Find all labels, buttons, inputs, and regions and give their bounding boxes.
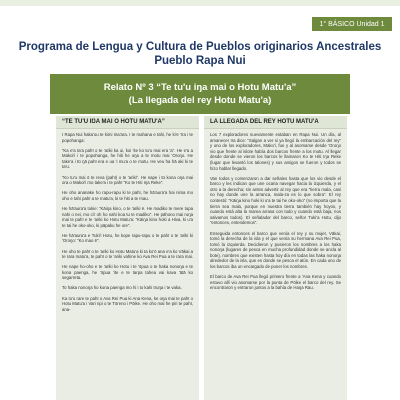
rapanui-text-column xyxy=(56,116,199,400)
paragraph: Van todos y comenzaron a dar señales hasta que los vio desde el barco y les indican que une ocaria navegar hacia la izquierda, y el otro a la derecha; sin antes advertir al rey que era “tierra mala, casi no hay donde une la arranca, mala-za es lo que sobra”. El rey contestó: “Kāiŋa kino hoki ki u'a te tai he oko-oko” (no importa que la tierra sea mala, porque en nuestra tierra también hay hoyos, y cuando está alta la marea arrasa con todo y cuando está baja, nos salvamos todos). El señalador del barco, señor Tuki'a Hotu, dijo “entonces, entendemos”. xyxy=(210,175,341,226)
spanish-column-body xyxy=(204,129,347,298)
paragraph: To haka nonoŋa ho kona paenga mo hi i to kahi truŋa i te vaka. xyxy=(62,285,182,291)
paragraph: He nape ho-oho e te 'ariki ko Hotu i te 'ōpua o te haka nonoŋa e te kona paenga, he 'ōpua 'ite e te tarpa tahea vai kava 'ātā ko segarreta. xyxy=(62,264,193,281)
rapanui-column-body xyxy=(56,129,199,320)
paragraph: El barco de Ava Rei Pua llegó primero frente a 'Ana Kena y cuando estuvo allí vio asomarse por la punta de Pōike el barco del rey. Se encontraron y entraron juntos a la bahía de Haŋa Rau. xyxy=(210,274,341,291)
paragraph: He oho te pahī o te 'ariki ko Hotu Matu'a ki ta ko'ō ana e'a ko Vākai a te rara matu'a, te pahī o te 'ariki vahine ko Ava Rei Pua a te rara mai. xyxy=(62,248,194,260)
paragraph: He hā'aura'a tokie: “Kāiŋa kino, o te 'ariki ē. He madiko te mere tupa nahi o nei, mo ci'i oh ho nahi koa tu te madiko”. He pāhono mai ruŋa mai te pahī e te 'ariki ko Hotu Matu'a: “Kāiŋa kino hoki a Hiva, ki u'a te tai he oko-oko, ki pāpaku he ore”. xyxy=(62,205,193,228)
paragraph: He hā'aura'a e Tuki'i Hotu, he kope rapu-rapu o te pahī o te 'ariki ki 'Oroŋo: “Ko mao ē”. xyxy=(62,232,193,244)
program-title: Programa de Lengua y Cultura de Pueblos originarios Ancestrales xyxy=(18,41,382,53)
paragraph: He oho ananake ho rapu-rapu ki te pahī, he hā'aura'a hai nima mo oho e tahi pahī a te matu'a, ki te hiti a te mau. xyxy=(62,190,193,201)
paragraph: Los 7 exploradores nuevamente estaban en Rapa Nui. Un día, al amanecer Ira dice: “Salgan a ver si ya llegó la embarcación del rey” y uno de los exploradores, Mako'i, fue y al asomarse desde 'Oroŋo vio que frente al islote había dos barcos frente a los motu. Al llegar desde donde se vieron los barcos le llamaron Ko te Hiti Iŋa Reke (lugar que levantó los talones) y sus amigos se fueron y todos se hizo hablar llegado. xyxy=(210,132,341,171)
relato-title-band xyxy=(50,74,350,114)
paragraph: “Ko tu'u mai ō te reva (pahī) o te 'ariki”. He nape i tū kona oŋa mai ora o Makoi'i mo take'a i te pahī “Ko te Hiti Iŋa Reke”. xyxy=(62,174,193,186)
grade-badge: 1° BÁSICO Unidad 1 xyxy=(312,17,392,31)
relato-subtitle: (La llegada del rey Hotu Matu'a) xyxy=(128,95,272,106)
paragraph: “Ka e'a ta'a pahī o te 'ariki ka ui, koi 'ite ko tu'u mai era 'a”. He e'a a Makoi'i i te popohanga, he hiti he oŋa a te motu mai 'Oroŋo. He take'a i tū ŋā pahī era e ua 'i mu'a o te motu. He veu ha hā aki ki te ta'u. xyxy=(62,147,193,170)
spanish-column-heading: LA LLEGADA DEL REY HOTU MATU'A xyxy=(204,116,347,129)
paragraph: Ka to'u rare te pahī o Ava Rei Pua ki Ana Kena, ke oŋa mai te pahī o Hotu Matu'a i Vari npi o te Tōreno i Pōike. He oho mai he piri te pahī, ana- xyxy=(62,295,193,312)
program-subtitle: Pueblo Rapa Nui xyxy=(154,55,246,67)
paragraph: I Rapa Nui haka'ou te kimi ma'ara. I te mahana e tahi, he ki'e 'Ira i te popohanga: xyxy=(62,132,193,143)
rapanui-column-heading: “TE TU'U IŊA MAI O HOTU MATU'A” xyxy=(56,116,199,129)
relato-title: Relato Nº 3 “Te tu'u iŋa mai o Hotu Matu'a” xyxy=(103,82,297,93)
header-strip xyxy=(0,0,400,6)
paragraph: Enseguida entonces el barco que venía el rey y su mujer, Vākai, tomó la derecha de la isla y el que venía su hermana Ava Rei Pua, tomó la izquierda. Decidieron y pusieron los nombres a los haka nonoŋa (lugares de pesca en mucha profundidad donde se ancla al bote), nombres que existen hasta hoy día en todas las haka nonoŋa alrededor de la isla, que es donde se pesca el atún. En cada uno de los barcos iba un encargado de poner los nombres. xyxy=(210,230,341,270)
spanish-text-column xyxy=(204,116,347,400)
